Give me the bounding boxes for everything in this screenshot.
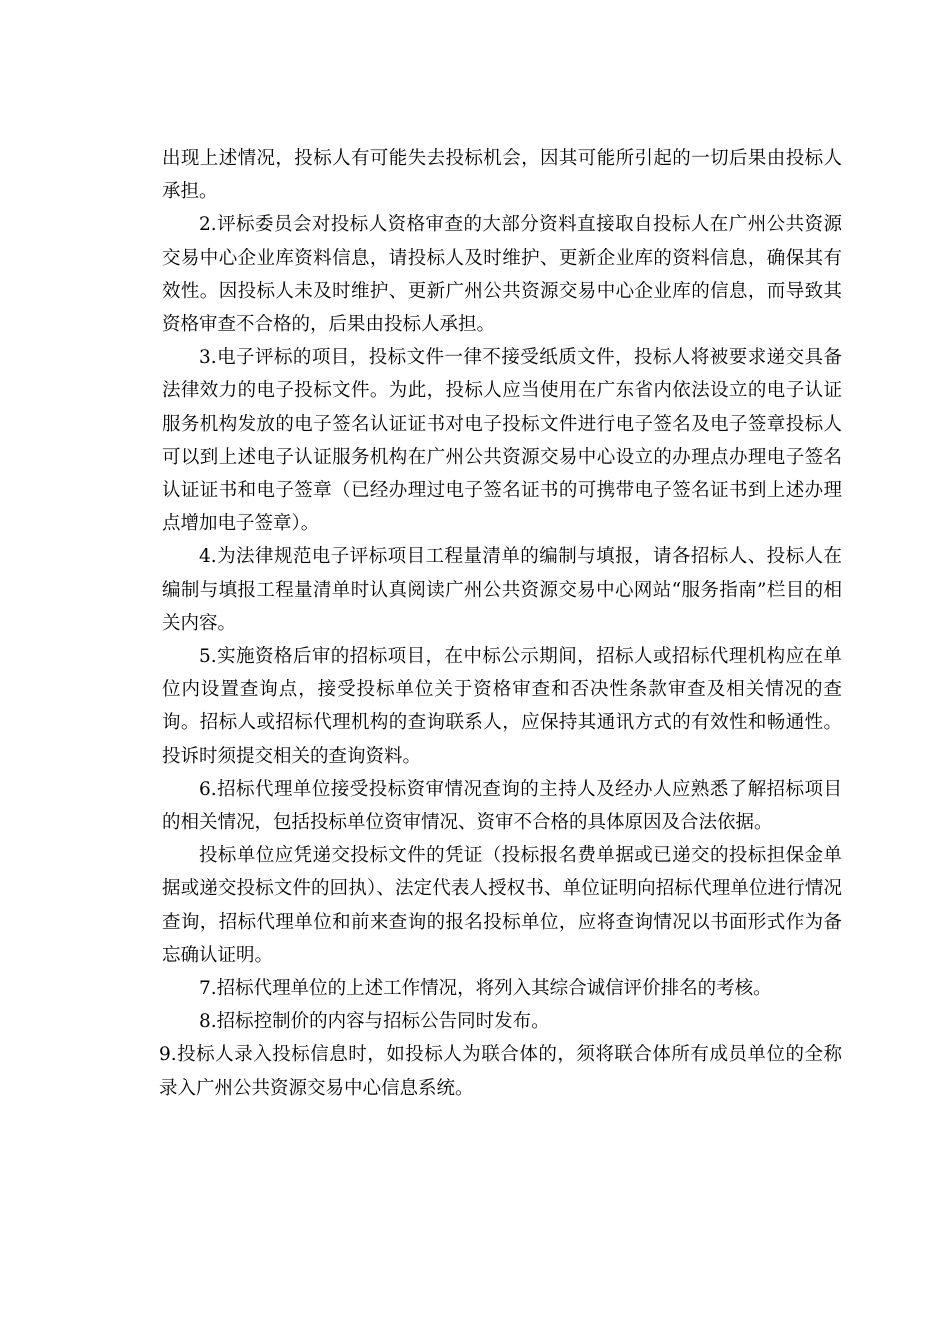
paragraph-item-2: 2.评标委员会对投标人资格审查的大部分资料直接取自投标人在广州公共资源交易中心企业库资料信息，请投标人及时维护、更新企业库的资料信息，确保其有效性。因投标人未及时维护、更新广州公共资源交易中心企业库的信息，而导致其资格审查不合格的，后果由投标人承担。 [162,214,842,336]
paragraph-item-6: 6.招标代理单位接受投标资审情况查询的主持人及经办人应熟悉了解招标项目的相关情况，包括投标单位资审情况、资审不合格的具体原因及合法依据。 [162,778,842,834]
paragraph-item-4: 4.为法律规范电子评标项目工程量清单的编制与填报，请各招标人、投标人在编制与填报工程量清单时认真阅读广州公共资源交易中心网站“服务指南”栏目的相关内容。 [162,546,842,634]
paragraph-item-6-supplement: 投标单位应凭递交投标文件的凭证（投标报名费单据或已递交的投标担保金单据或递交投标文件的回执）、法定代表人授权书、单位证明向招标代理单位进行情况查询，招标代理单位和前来查询的报名投标单位，应将查询情况以书面形式作为备忘确认证明。 [162,845,842,966]
document-body [159,142,842,1105]
paragraph-item-8: 8.招标控制价的内容与招标公告同时发布。 [199,1011,550,1033]
paragraph-continuation: 出现上述情况，投标人有可能失去投标机会，因其可能所引起的一切后果由投标人承担。 [162,148,842,203]
paragraph-item-5: 5.实施资格后审的招标项目，在中标公示期间，招标人或招标代理机构应在单位内设置查询点，接受投标单位关于资格审查和否决性条款审查及相关情况的查询。招标人或招标代理机构的查询联系人，应保持其通讯方式的有效性和畅通性。投诉时须提交相关的查询资料。 [162,646,842,767]
paragraph-item-3: 3.电子评标的项目，投标文件一律不接受纸质文件，投标人将被要求递交具备法律效力的电子投标文件。为此，投标人应当使用在广东省内依法设立的电子认证服务机构发放的电子签名认证证书对电子投标文件进行电子签名及电子签章投标人可以到上述电子认证服务机构在广州公共资源交易中心设立的办理点办理电子签名认证证书和电子签章（已经办理过电子签名证书的可携带电子签名证书到上述办理点增加电子签章）。 [162,347,842,535]
paragraph-item-7: 7.招标代理单位的上述工作情况，将列入其综合诚信评价排名的考核。 [199,978,772,1000]
paragraph-item-9: 9.投标人录入投标信息时，如投标人为联合体的，须将联合体所有成员单位的全称录入广州公共资源交易中心信息系统。 [159,1044,842,1099]
